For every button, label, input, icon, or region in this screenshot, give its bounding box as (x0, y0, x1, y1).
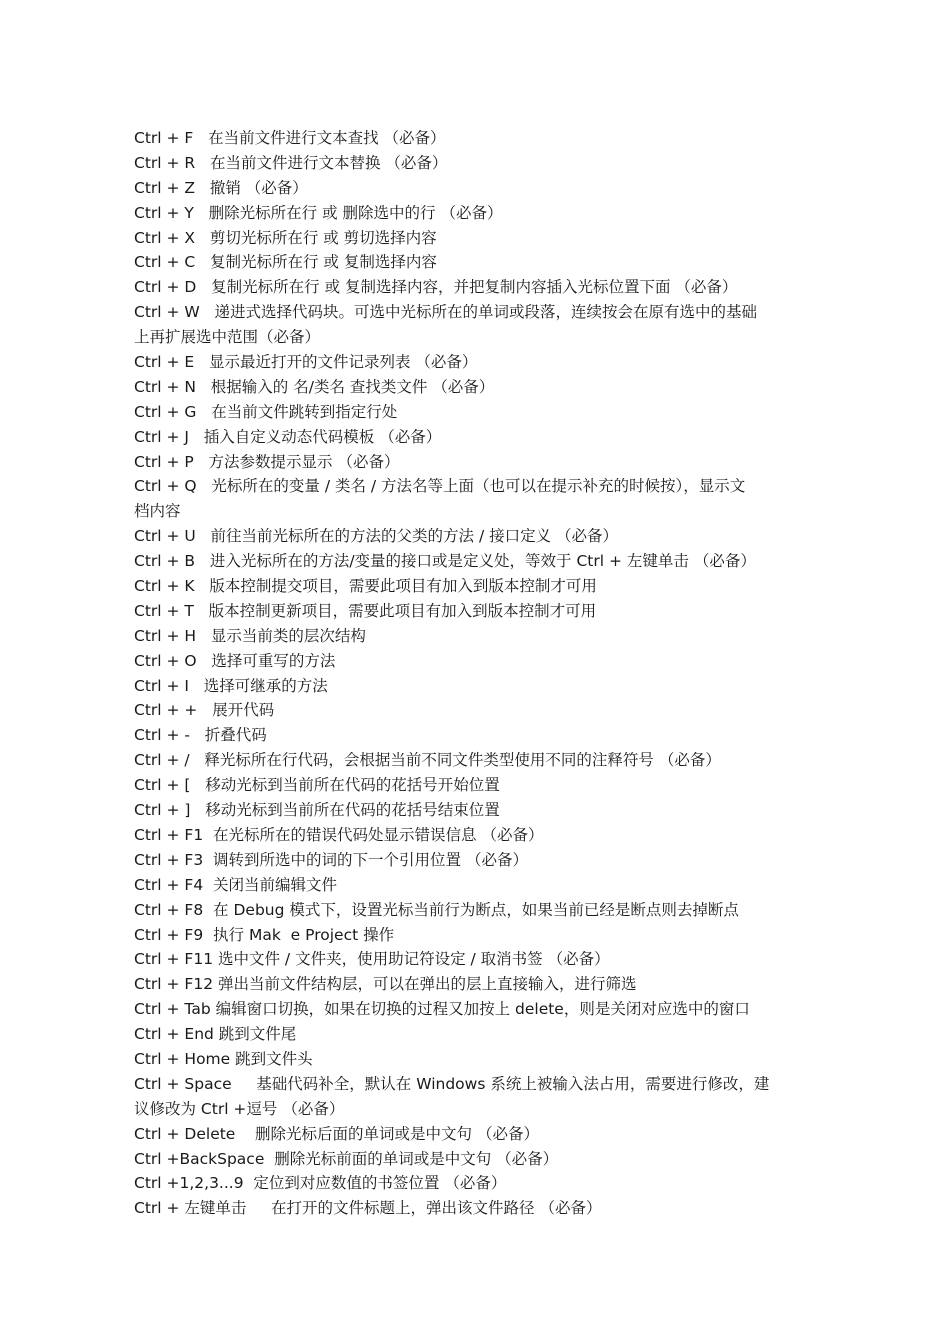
shortcut-line-ctrl-k: Ctrl + K 版本控制提交项目，需要此项目有加入到版本控制才可用 (134, 577, 597, 596)
shortcut-line-ctrl-space: Ctrl + Space 基础代码补全，默认在 Windows 系统上被输入法占用，需要进行修改，建 (134, 1074, 770, 1093)
shortcut-line-ctrl-tab: Ctrl + Tab 编辑窗口切换，如果在切换的过程又加按上 delete，则是关闭对应选中的窗口 (134, 1000, 750, 1019)
shortcut-line-ctrl-delete: Ctrl + Delete 删除光标后面的单词或是中文句 （必备） (134, 1124, 539, 1143)
shortcut-line-ctrl-q-cont: 档内容 (134, 502, 181, 521)
shortcut-line-ctrl-numbers: Ctrl +1,2,3...9 定位到对应数值的书签位置 （必备） (134, 1174, 507, 1193)
shortcut-list (134, 126, 799, 1221)
shortcut-line-ctrl-q: Ctrl + Q 光标所在的变量 / 类名 / 方法名等上面（也可以在提示补充的时候按），显示文 (134, 477, 746, 496)
shortcut-line-ctrl-f: Ctrl + F 在当前文件进行文本查找 （必备） (134, 129, 446, 147)
shortcut-line-ctrl-minus: Ctrl + - 折叠代码 (134, 726, 267, 745)
shortcut-line-ctrl-d: Ctrl + D 复制光标所在行 或 复制选择内容，并把复制内容插入光标位置下面 （必备） (134, 278, 738, 297)
shortcut-line-ctrl-e: Ctrl + E 显示最近打开的文件记录列表 （必备） (134, 353, 478, 372)
shortcut-line-ctrl-f8: Ctrl + F8 在 Debug 模式下，设置光标当前行为断点，如果当前已经是断点则去掉断点 (134, 900, 739, 919)
shortcut-line-ctrl-f1: Ctrl + F1 在光标所在的错误代码处显示错误信息 （必备） (134, 825, 544, 844)
shortcut-line-ctrl-i: Ctrl + I 选择可继承的方法 (134, 676, 328, 695)
shortcut-line-ctrl-b: Ctrl + B 进入光标所在的方法/变量的接口或是定义处，等效于 Ctrl + 左键单击 （必备） (134, 552, 756, 571)
shortcut-line-ctrl-r: Ctrl + R 在当前文件进行文本替换 （必备） (134, 153, 448, 172)
shortcut-line-ctrl-close-bracket: Ctrl + ] 移动光标到当前所在代码的花括号结束位置 (134, 801, 500, 820)
shortcut-line-ctrl-j: Ctrl + J 插入自定义动态代码模板 （必备） (134, 427, 442, 446)
shortcut-line-ctrl-w-cont: 上再扩展选中范围（必备） (134, 328, 321, 347)
shortcut-line-ctrl-h: Ctrl + H 显示当前类的层次结构 (134, 626, 366, 645)
shortcut-line-ctrl-g: Ctrl + G 在当前文件跳转到指定行处 (134, 402, 398, 421)
shortcut-line-ctrl-home: Ctrl + Home 跳到文件头 (134, 1049, 313, 1068)
shortcut-line-ctrl-t: Ctrl + T 版本控制更新项目，需要此项目有加入到版本控制才可用 (134, 601, 597, 620)
shortcut-line-ctrl-left-click: Ctrl + 左键单击 在打开的文件标题上，弹出该文件路径 （必备） (134, 1199, 602, 1218)
shortcut-line-ctrl-f12: Ctrl + F12 弹出当前文件结构层，可以在弹出的层上直接输入，进行筛选 (134, 975, 637, 994)
shortcut-line-ctrl-backspace: Ctrl +BackSpace 删除光标前面的单词或是中文句 （必备） (134, 1149, 559, 1168)
shortcut-line-ctrl-slash: Ctrl + / 释光标所在行代码，会根据当前不同文件类型使用不同的注释符号 （必备） (134, 751, 721, 770)
shortcut-line-ctrl-y: Ctrl + Y 删除光标所在行 或 删除选中的行 （必备） (134, 203, 503, 222)
shortcut-line-ctrl-f11: Ctrl + F11 选中文件 / 文件夹，使用助记符设定 / 取消书签 （必备） (134, 950, 610, 969)
shortcut-line-ctrl-w: Ctrl + W 递进式选择代码块。可选中光标所在的单词或段落，连续按会在原有选中的基础 (134, 303, 758, 322)
shortcut-line-ctrl-x: Ctrl + X 剪切光标所在行 或 剪切选择内容 (134, 228, 437, 247)
shortcut-line-ctrl-o: Ctrl + O 选择可重写的方法 (134, 651, 336, 670)
shortcut-line-ctrl-n: Ctrl + N 根据输入的 名/类名 查找类文件 （必备） (134, 377, 495, 396)
shortcut-line-ctrl-f9: Ctrl + F9 执行 Mak e Project 操作 (134, 925, 395, 944)
shortcut-line-ctrl-space-cont: 议修改为 Ctrl +逗号 （必备） (134, 1099, 345, 1118)
shortcut-line-ctrl-end: Ctrl + End 跳到文件尾 (134, 1025, 297, 1044)
shortcut-line-ctrl-open-bracket: Ctrl + [ 移动光标到当前所在代码的花括号开始位置 (134, 776, 500, 795)
shortcut-line-ctrl-f3: Ctrl + F3 调转到所选中的词的下一个引用位置 （必备） (134, 850, 528, 869)
shortcut-line-ctrl-p: Ctrl + P 方法参数提示显示 （必备） (134, 452, 400, 471)
shortcut-line-ctrl-z: Ctrl + Z 撤销 （必备） (134, 178, 308, 197)
shortcut-line-ctrl-f4: Ctrl + F4 关闭当前编辑文件 (134, 875, 338, 894)
shortcut-line-ctrl-plus: Ctrl + + 展开代码 (134, 701, 275, 720)
shortcut-line-ctrl-c: Ctrl + C 复制光标所在行 或 复制选择内容 (134, 253, 437, 272)
shortcut-line-ctrl-u: Ctrl + U 前往当前光标所在的方法的父类的方法 / 接口定义 （必备） (134, 527, 619, 546)
